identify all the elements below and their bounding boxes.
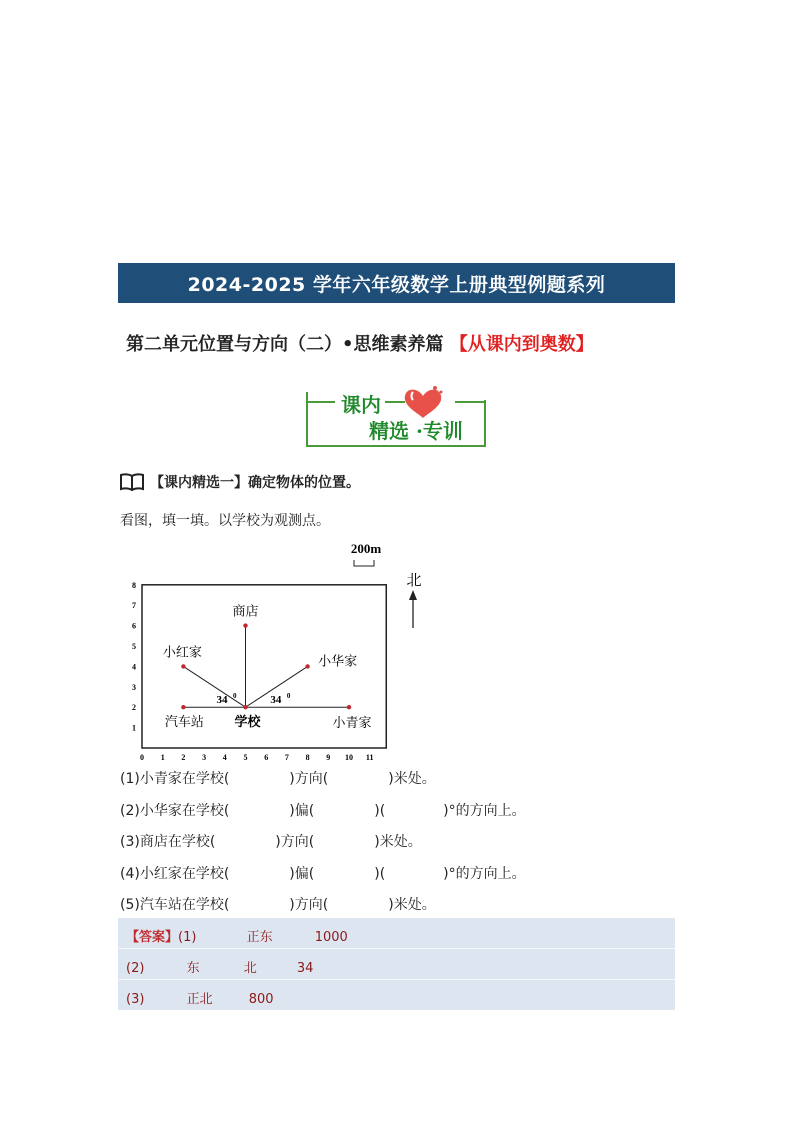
x-tick-label: 2 [181, 753, 186, 762]
question-2 [120, 800, 526, 820]
question-4-part-b: )偏( [289, 866, 315, 882]
book-icon [120, 473, 144, 491]
x-tick-label: 7 [284, 753, 289, 762]
unit-title [126, 330, 594, 356]
answer-2-angle: 34 [296, 961, 314, 976]
y-tick-label: 7 [132, 601, 136, 611]
unit-title-highlight: 【从课内到奥数】 [449, 334, 594, 355]
question-5 [120, 894, 436, 914]
question-1-part-c: )米处。 [388, 771, 436, 787]
x-tick-label: 3 [202, 753, 207, 762]
answer-2-direction2: 北 [243, 961, 257, 976]
question-3-part-a: (3)商店在学校( [120, 834, 216, 850]
north-arrow-head [409, 590, 417, 600]
series-banner [118, 263, 675, 303]
x-tick-label: 4 [222, 753, 227, 762]
direction-line [183, 666, 245, 707]
place-point [181, 664, 185, 668]
scale-bar [354, 560, 374, 566]
answer-label: 【答案】 [126, 930, 179, 945]
place-label: 小红家 [162, 645, 202, 661]
north-label: 北 [406, 571, 422, 589]
unit-title-main: 第二单元位置与方向（二）•思维素养篇 [126, 334, 444, 355]
badge-line2: 精选 ·专训 [369, 419, 463, 443]
x-tick-label: 8 [305, 753, 310, 762]
answer-num-1: (1) [178, 930, 197, 945]
question-3 [120, 831, 422, 851]
answer-panel [118, 918, 675, 1010]
question-5-part-b: )方向( [289, 897, 329, 913]
x-tick-label: 9 [326, 753, 331, 762]
x-tick-label: 10 [345, 753, 353, 762]
place-label: 小华家 [318, 654, 358, 670]
y-tick-label: 1 [132, 723, 136, 733]
answer-1-direction: 正东 [246, 930, 273, 945]
degree-mark: 0 [286, 692, 291, 701]
answer-num-2: (2) [126, 961, 145, 976]
answer-num-3: (3) [126, 992, 145, 1007]
y-tick-label: 8 [132, 580, 136, 590]
place-point [243, 705, 247, 709]
place-point [243, 623, 247, 627]
badge-line1: 课内 [341, 393, 381, 417]
section-heading [120, 472, 360, 492]
question-3-part-c: )米处。 [374, 834, 422, 850]
question-2-part-d: )°的方向上。 [443, 803, 526, 819]
question-4-part-d: )°的方向上。 [443, 866, 526, 882]
place-point [181, 705, 185, 709]
y-tick-label: 5 [132, 642, 136, 651]
answer-3-distance: 800 [248, 992, 274, 1007]
section-heading-text: 【课内精选一】确定物体的位置。 [150, 475, 360, 491]
question-4-part-a: (4)小红家在学校( [120, 866, 230, 882]
place-label: 汽车站 [164, 715, 204, 731]
place-label: 学校 [234, 715, 261, 731]
answer-line-3 [126, 988, 274, 1007]
answer-1-distance: 1000 [314, 930, 348, 945]
heart-icon [405, 386, 443, 418]
y-tick-label: 6 [132, 621, 136, 631]
answer-line-1 [126, 926, 348, 945]
question-1 [120, 768, 436, 788]
question-2-part-b: )偏( [289, 803, 315, 819]
question-2-part-c: )( [374, 803, 386, 819]
question-4 [120, 863, 526, 883]
y-tick-label: 2 [132, 703, 136, 713]
scale-label: 200m [350, 541, 382, 556]
answer-line-2 [126, 957, 313, 976]
place-point [347, 705, 351, 709]
question-3-part-b: )方向( [275, 834, 315, 850]
instruction-text: 看图，填一填。以学校为观测点。 [120, 513, 330, 529]
place-label: 商店 [232, 604, 259, 620]
section-badge [305, 382, 487, 448]
y-tick-label: 4 [132, 662, 136, 672]
x-tick-label: 0 [140, 753, 144, 762]
y-tick-label: 3 [132, 682, 136, 692]
answer-3-direction: 正北 [186, 992, 213, 1007]
degree-mark: 0 [233, 692, 237, 701]
x-tick-label: 5 [243, 753, 248, 762]
angle-label-right: 34 [270, 694, 282, 707]
question-5-part-c: )米处。 [388, 897, 436, 913]
position-map [120, 538, 440, 763]
question-1-part-a: (1)小青家在学校( [120, 771, 230, 787]
banner-title: 2024-2025 学年六年级数学上册典型例题系列 [187, 273, 606, 296]
answer-2-direction1: 东 [186, 961, 200, 976]
question-4-part-c: )( [374, 866, 386, 882]
question-5-part-a: (5)汽车站在学校( [120, 897, 230, 913]
question-1-part-b: )方向( [289, 771, 329, 787]
place-label: 小青家 [332, 716, 372, 732]
angle-label-left: 34 [216, 694, 228, 707]
x-tick-label: 11 [365, 753, 374, 762]
question-2-part-a: (2)小华家在学校( [120, 803, 230, 819]
place-point [305, 664, 309, 668]
x-tick-label: 6 [264, 753, 269, 762]
x-tick-label: 1 [160, 753, 165, 762]
